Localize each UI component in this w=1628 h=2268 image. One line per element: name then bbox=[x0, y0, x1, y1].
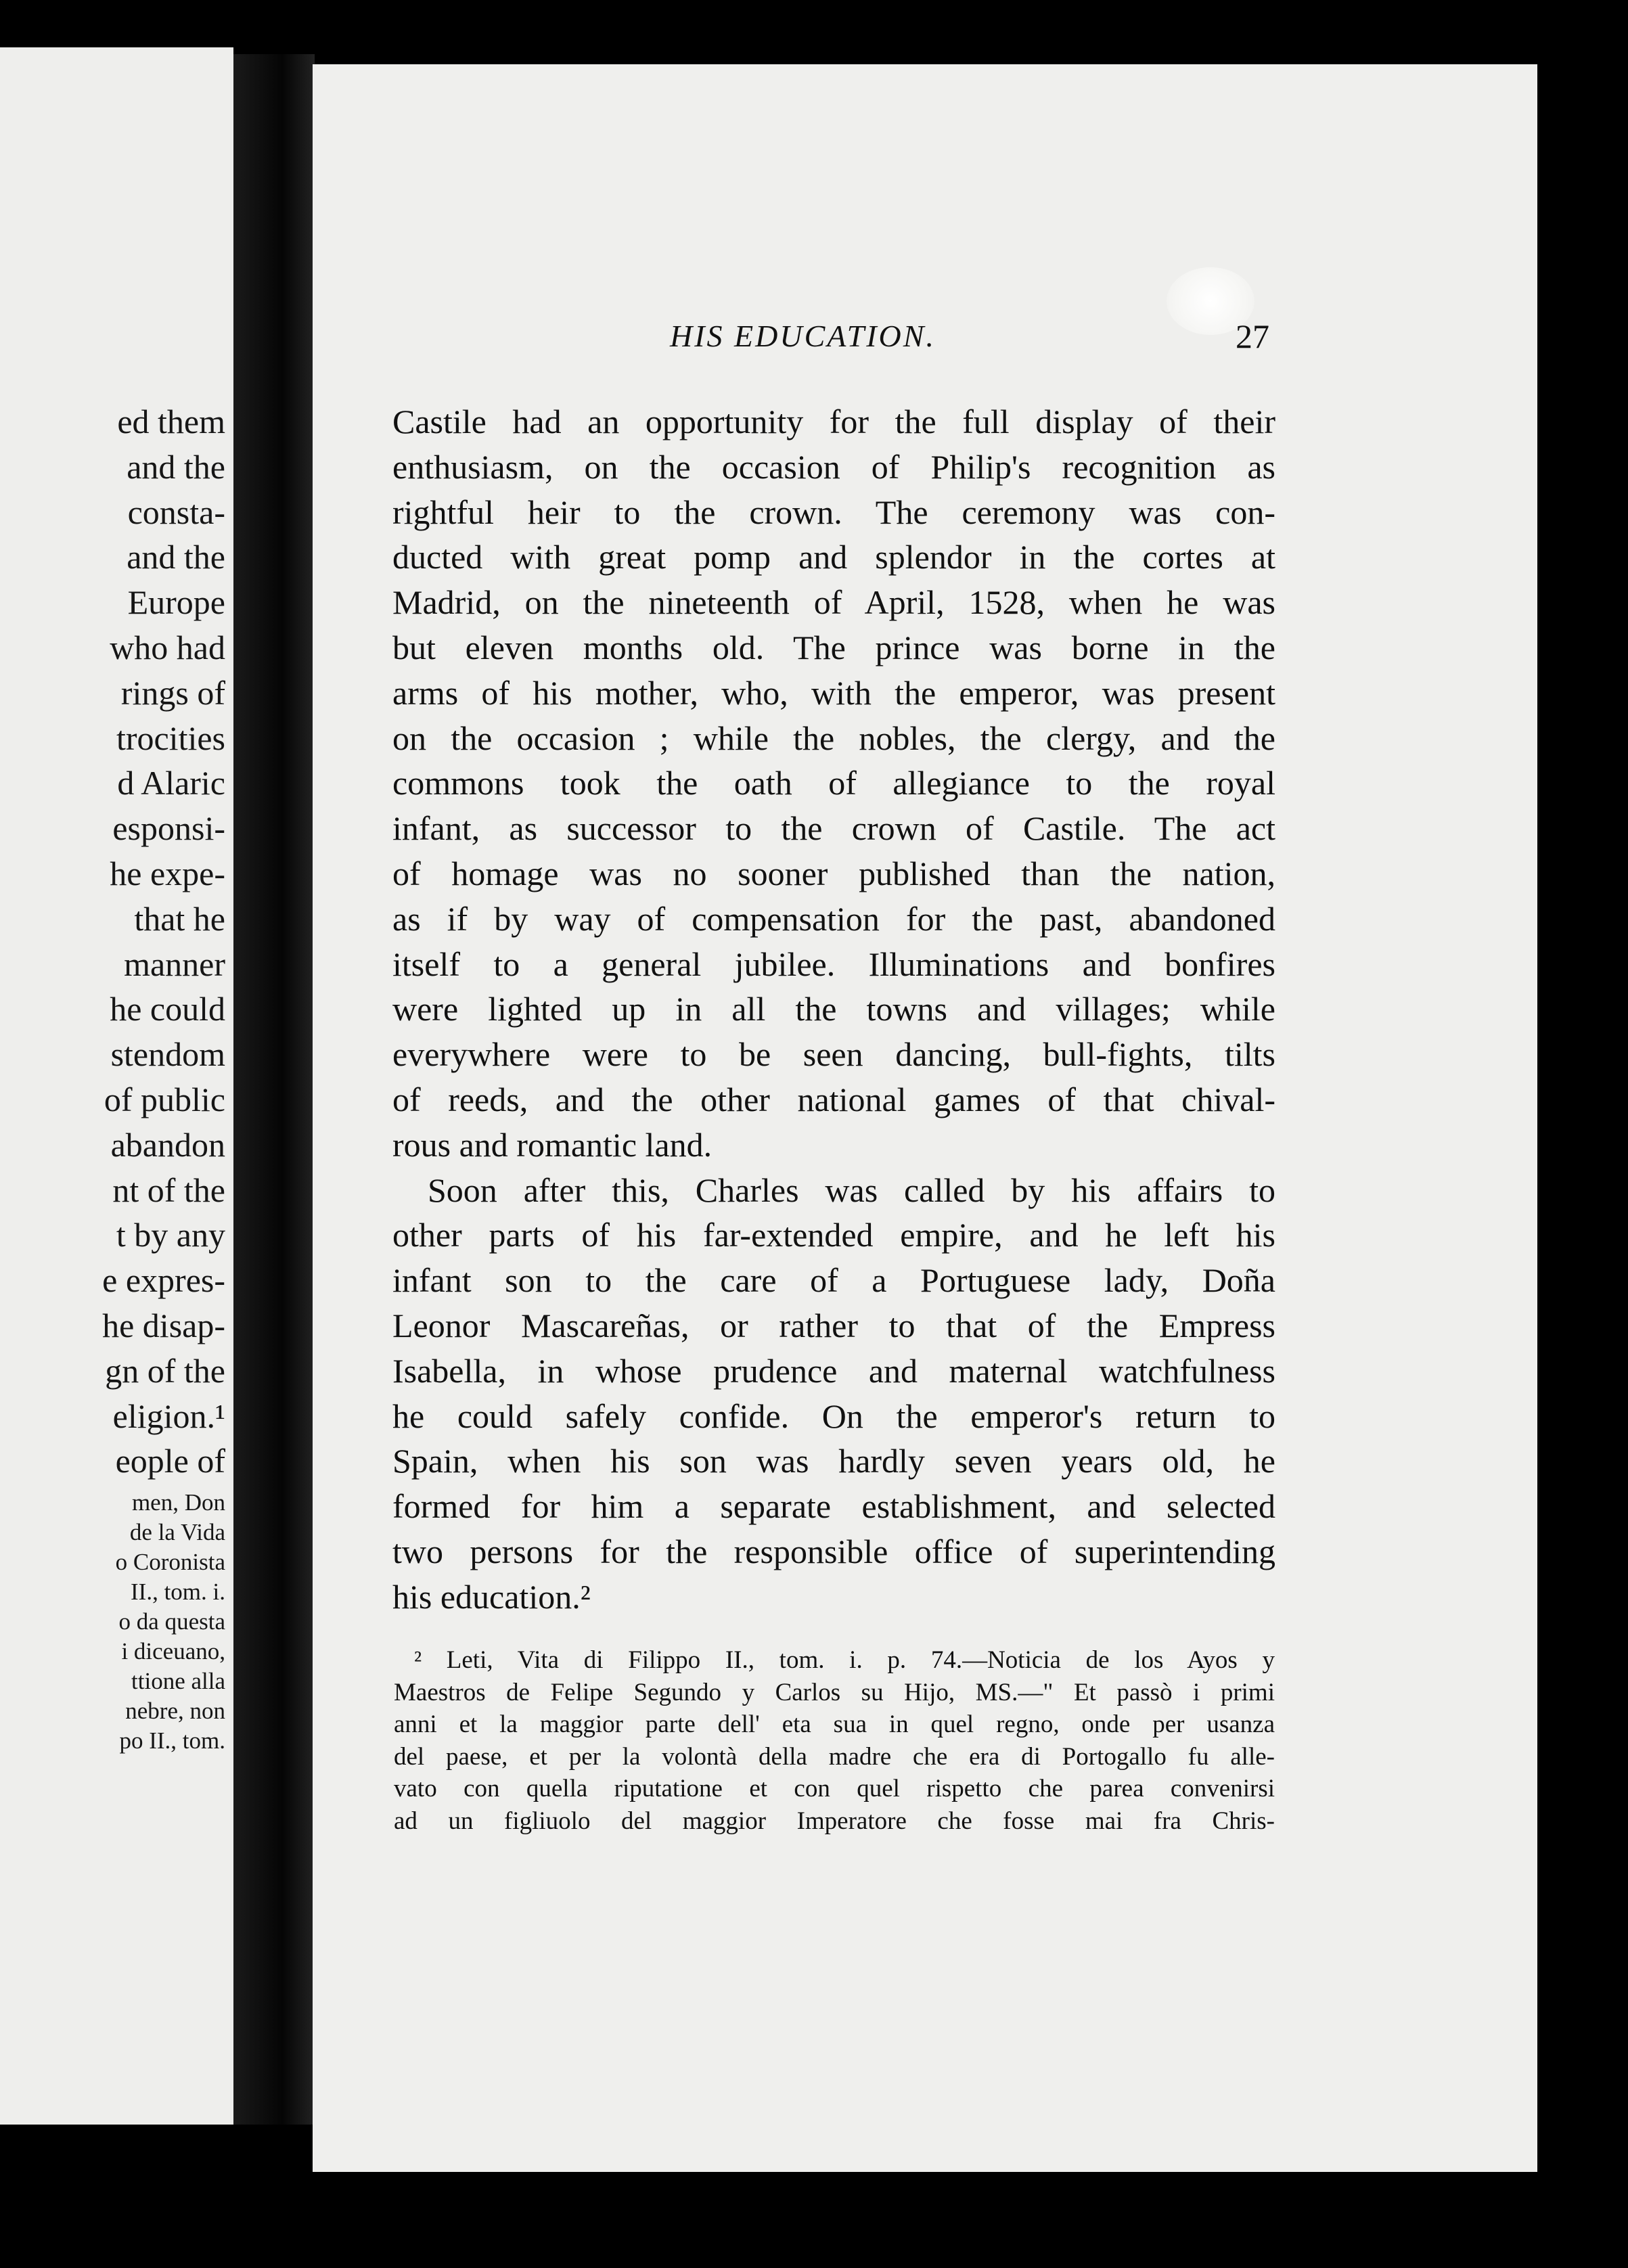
left-page-note-line: de la Vida bbox=[129, 1519, 225, 1546]
text-line: everywhere were to be seen dancing, bull-fights, tilts bbox=[392, 1035, 1275, 1074]
text-line: Isabella, in whose prudence and maternal watchfulness bbox=[392, 1351, 1275, 1390]
text-line: but eleven months old. The prince was borne in the bbox=[392, 628, 1275, 666]
paragraph-2 bbox=[392, 1168, 1275, 1620]
text-line: his education.² bbox=[392, 1577, 591, 1616]
left-page-line: he disap- bbox=[102, 1306, 225, 1344]
footnote-line: Maestros de Felipe Segundo y Carlos su Hijo, MS.—" Et passò i primi bbox=[394, 1678, 1275, 1706]
left-page-line: trocities bbox=[116, 719, 225, 757]
text-line: Madrid, on the nineteenth of April, 1528, when he was bbox=[392, 583, 1275, 622]
text-line: he could safely confide. On the emperor's return to bbox=[392, 1397, 1275, 1435]
left-page-note-line: o Coronista bbox=[115, 1549, 225, 1576]
left-page-line: Europe bbox=[127, 583, 225, 622]
left-page-line: eligion.¹ bbox=[112, 1397, 225, 1435]
left-page-note-line: po II., tom. bbox=[119, 1727, 225, 1754]
text-line: Leonor Mascareñas, or rather to that of the Empress bbox=[392, 1306, 1275, 1344]
footnote-line: ad un figliuolo del maggior Imperatore che fosse mai fra Chris- bbox=[394, 1807, 1275, 1835]
footnote bbox=[394, 1644, 1275, 1837]
text-line: commons took the oath of allegiance to the royal bbox=[392, 764, 1275, 802]
left-page-line: of public bbox=[104, 1080, 225, 1118]
paragraph-1 bbox=[392, 399, 1275, 1168]
left-page-line: manner bbox=[124, 945, 225, 983]
left-page-line: ed them bbox=[117, 403, 225, 440]
left-page-line: gn of the bbox=[105, 1351, 225, 1390]
left-page-line: and the bbox=[127, 538, 225, 576]
text-line: infant son to the care of a Portuguese lady, Doña bbox=[392, 1261, 1275, 1300]
text-line: itself to a general jubilee. Illuminations and bonfires bbox=[392, 945, 1275, 983]
left-page-note-line: o da questa bbox=[118, 1608, 225, 1635]
left-page-line: he expe- bbox=[110, 854, 225, 892]
left-page-line: esponsi- bbox=[112, 809, 225, 848]
left-page-text bbox=[102, 399, 225, 1756]
text-line: Soon after this, Charles was called by his affairs to bbox=[428, 1171, 1275, 1209]
text-line: two persons for the responsible office of superintending bbox=[392, 1532, 1275, 1570]
text-line: infant, as successor to the crown of Castile. The act bbox=[392, 809, 1275, 848]
text-line: as if by way of compensation for the past, abandoned bbox=[392, 899, 1275, 938]
footnote-line: ² Leti, Vita di Filippo II., tom. i. p. 74.—Noticia de los Ayos y bbox=[414, 1646, 1275, 1674]
left-page-note-line: II., tom. i. bbox=[131, 1579, 225, 1606]
text-line: of reeds, and the other national games of that chival- bbox=[392, 1080, 1275, 1118]
left-page-line: he could bbox=[110, 990, 225, 1028]
left-page-line: t by any bbox=[116, 1216, 225, 1254]
left-page-note-line: ttione alla bbox=[131, 1668, 225, 1695]
left-page-line: nt of the bbox=[112, 1171, 225, 1209]
body-text bbox=[392, 399, 1275, 1620]
text-line: rightful heir to the crown. The ceremony was con- bbox=[392, 493, 1275, 531]
running-head: HIS EDUCATION. bbox=[670, 319, 936, 353]
text-line: of homage was no sooner published than the nation, bbox=[392, 854, 1275, 892]
text-line: Spain, when his son was hardly seven years old, he bbox=[392, 1442, 1275, 1480]
book-gutter-shadow bbox=[233, 54, 315, 2125]
left-facing-page bbox=[0, 47, 233, 2125]
text-line: on the occasion ; while the nobles, the clergy, and the bbox=[392, 719, 1275, 757]
left-page-note-line: nebre, non bbox=[125, 1698, 225, 1725]
left-page-line: rings of bbox=[120, 673, 225, 712]
text-line: enthusiasm, on the occasion of Philip's recognition as bbox=[392, 447, 1275, 486]
footnote-line: del paese, et per la volontà della madre che era di Portogallo fu alle- bbox=[394, 1742, 1275, 1771]
footnote-line: anni et la maggior parte dell' eta sua in quel regno, onde per usanza bbox=[394, 1710, 1275, 1738]
left-page-line: and the bbox=[127, 447, 225, 486]
text-line: arms of his mother, who, with the emperor, was present bbox=[392, 673, 1275, 712]
footnote-line: vato con quella riputatione et con quel rispetto che parea convenirsi bbox=[394, 1775, 1275, 1802]
left-page-line: stendom bbox=[110, 1035, 225, 1074]
left-page-note-line: i diceuano, bbox=[121, 1638, 225, 1665]
text-line: were lighted up in all the towns and villages; while bbox=[392, 990, 1275, 1028]
left-page-line: eople of bbox=[115, 1442, 225, 1480]
text-line: rous and romantic land. bbox=[392, 1125, 713, 1164]
text-line: Castile had an opportunity for the full display of their bbox=[392, 403, 1275, 440]
text-line: ducted with great pomp and splendor in the cortes at bbox=[392, 538, 1275, 576]
left-page-note-line: men, Don bbox=[131, 1489, 225, 1516]
left-page-line: that he bbox=[134, 899, 225, 938]
left-page-line: e expres- bbox=[102, 1261, 225, 1300]
left-page-line: abandon bbox=[110, 1125, 225, 1164]
left-page-line: consta- bbox=[127, 493, 225, 531]
text-line: formed for him a separate establishment, and selected bbox=[392, 1487, 1275, 1526]
page-number: 27 bbox=[1236, 317, 1269, 355]
left-page-line: who had bbox=[110, 628, 225, 666]
text-line: other parts of his far-extended empire, and he left his bbox=[392, 1216, 1275, 1254]
left-page-line: d Alaric bbox=[117, 764, 225, 802]
